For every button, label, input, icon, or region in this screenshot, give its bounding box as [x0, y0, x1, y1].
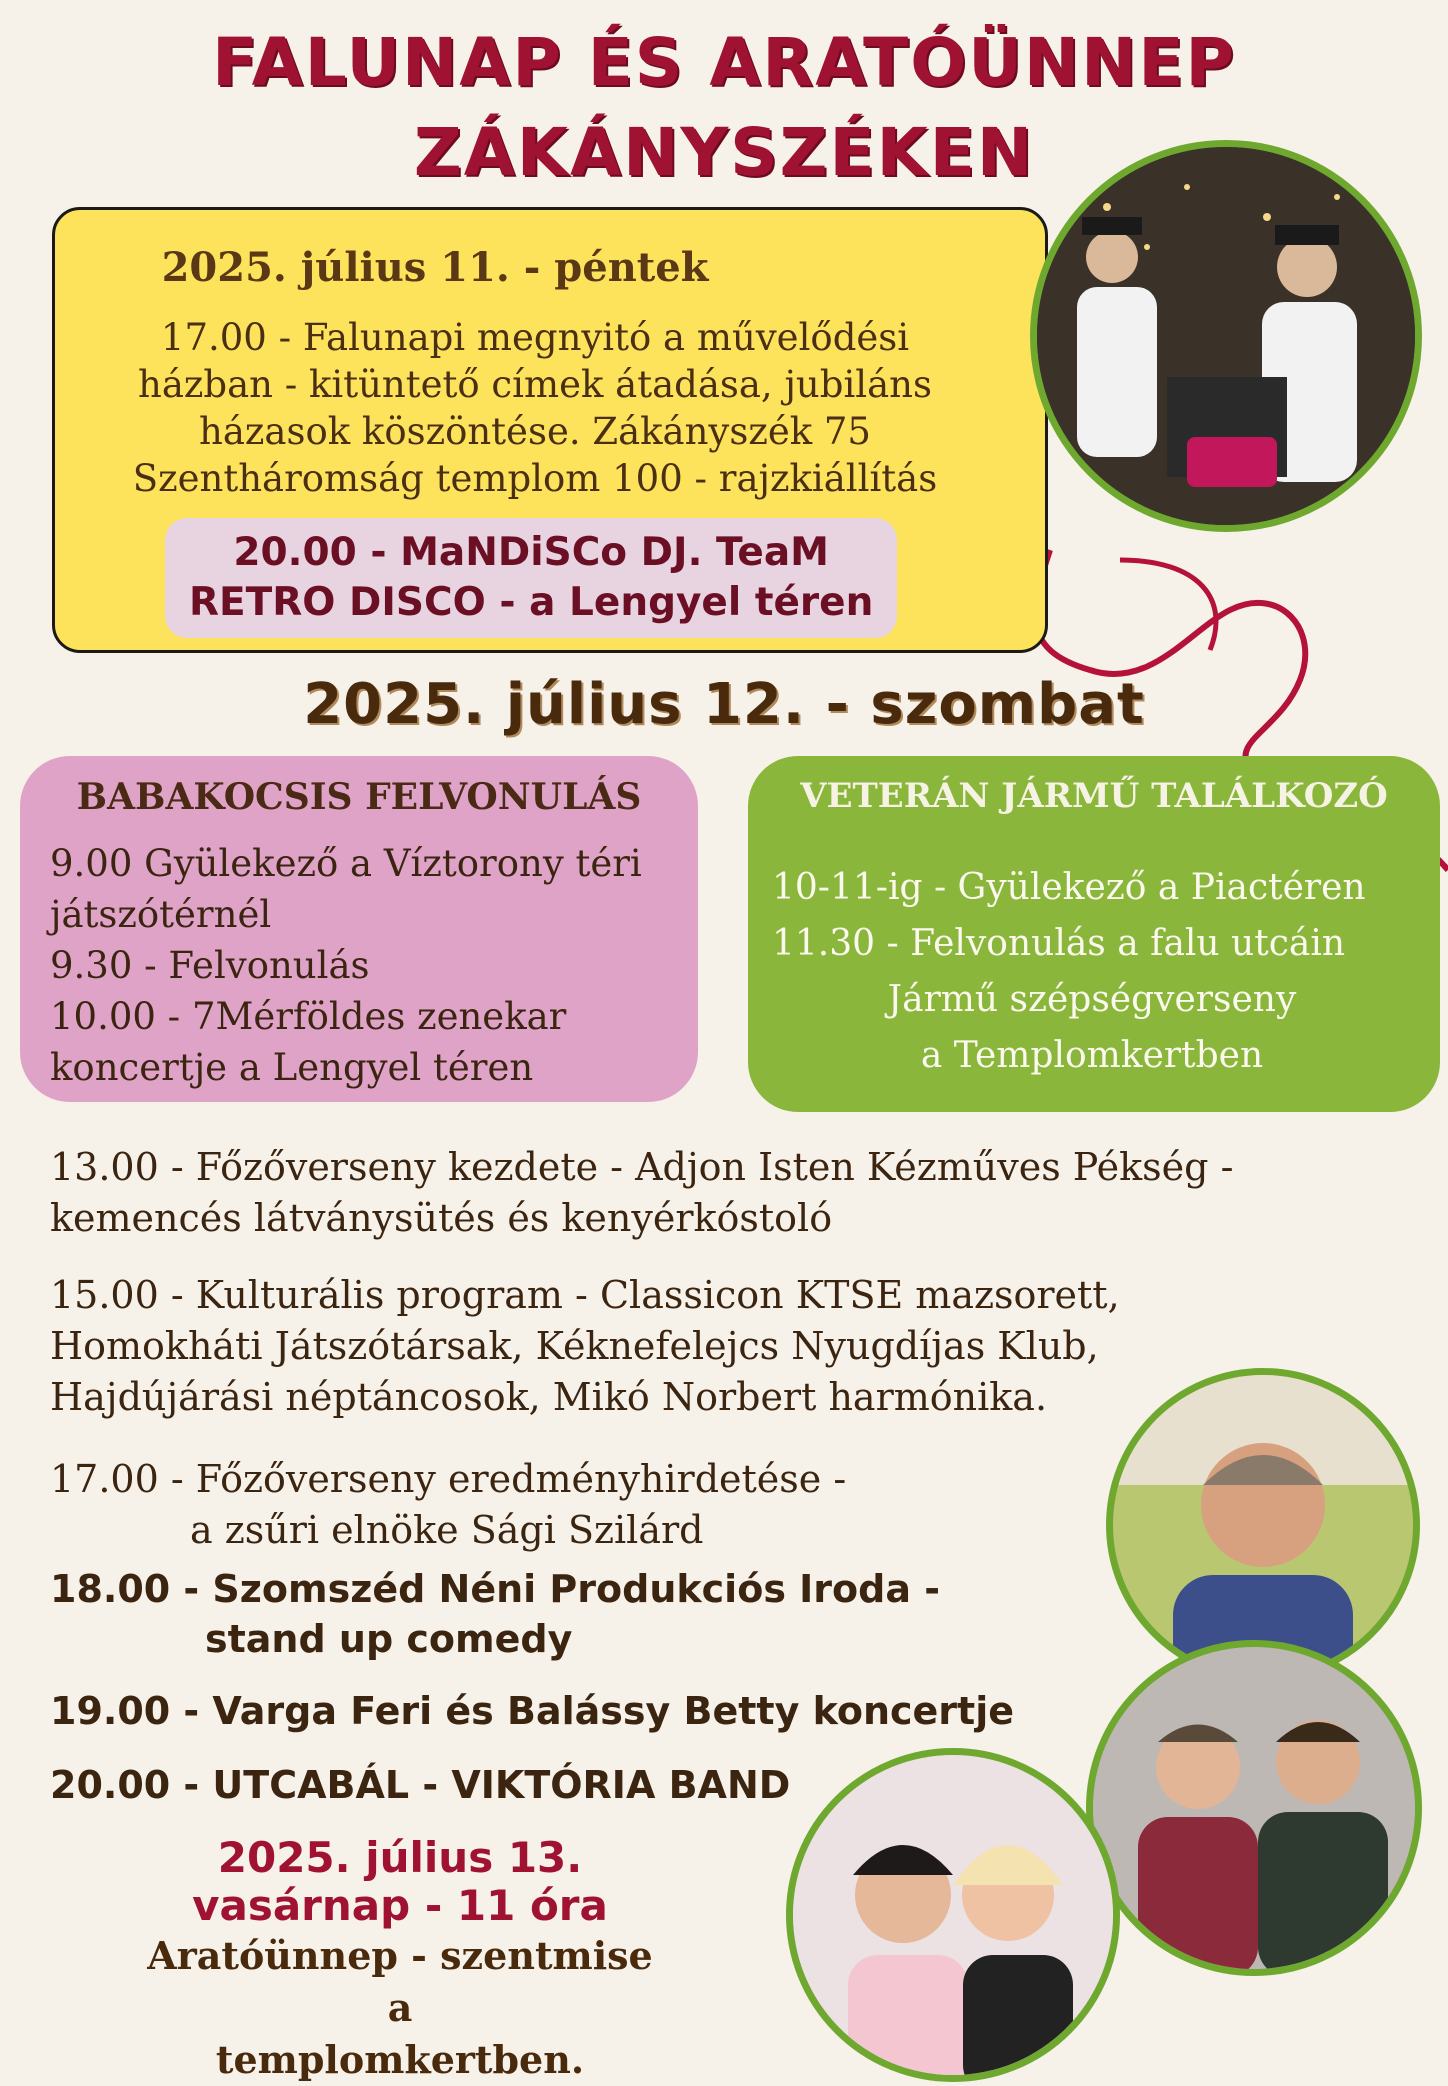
- program-item-bold: [50, 1686, 1014, 1736]
- program-line: 17.00 - Főzőverseny eredményhirdetése -: [50, 1457, 847, 1501]
- person-icon: [1113, 1375, 1413, 1675]
- pram-line: 9.30 - Felvonulás: [50, 944, 370, 987]
- program-item: [50, 1454, 846, 1556]
- veteran-line: 11.30 - Felvonulás a falu utcáin: [772, 923, 1346, 964]
- friday-date: 2025. július 11. - péntek: [161, 244, 709, 291]
- sunday-block: [140, 1834, 660, 2086]
- program-item: [50, 1142, 1233, 1244]
- program-line: 13.00 - Főzőverseny kezdete - Adjon Isten Kézműves Pékség -: [50, 1145, 1234, 1189]
- sunday-text: Aratóünnep - szentmise a: [147, 1933, 653, 2030]
- friday-box: [52, 207, 1048, 653]
- program-line: 15.00 - Kulturális program - Classicon KTSE mazsorett,: [50, 1273, 1120, 1317]
- pram-line: koncertje a Lengyel téren: [50, 1046, 534, 1089]
- page-title-line2: ZÁKÁNYSZÉKEN: [413, 114, 1035, 191]
- dj-team-photo: [1030, 140, 1422, 532]
- friday-line: Szentháromság templom 100 - rajzkiállítás: [132, 457, 938, 500]
- pram-parade-box: [20, 756, 698, 1102]
- disco-line1: 20.00 - MaNDiSCo DJ. TeaM: [233, 530, 829, 575]
- program-line: Hajdújárási néptáncosok, Mikó Norbert harmónika.: [50, 1375, 1048, 1419]
- program-line: stand up comedy: [205, 1617, 573, 1661]
- pram-line: 9.00 Gyülekező a Víztorony téri: [50, 842, 642, 885]
- disco-line2: RETRO DISCO - a Lengyel téren: [189, 580, 874, 625]
- friday-line: 17.00 - Falunapi megnyitó a művelődési: [160, 316, 910, 359]
- friday-text: [65, 314, 1005, 502]
- chef-photo: [1106, 1368, 1420, 1682]
- program-item-bold: [50, 1564, 940, 1664]
- comedy-duo-photo: [1086, 1640, 1422, 1976]
- veteran-vehicle-text: [772, 860, 1412, 1084]
- program-line: kemencés látványsütés és kenyérkóstoló: [50, 1196, 833, 1240]
- disco-badge: [165, 518, 897, 638]
- pram-parade-title: BABAKOCSIS FELVONULÁS: [76, 776, 642, 818]
- program-item: [50, 1270, 1120, 1423]
- saturday-date: 2025. július 12. - szombat: [303, 672, 1145, 737]
- two-singers-icon: [793, 1755, 1113, 2075]
- friday-line: házasok köszöntése. Zákányszék 75: [199, 410, 871, 453]
- veteran-line: a Templomkertben: [920, 1035, 1264, 1076]
- singers-photo: [786, 1748, 1120, 2082]
- program-line: 20.00 - UTCABÁL - VIKTÓRIA BAND: [50, 1763, 791, 1807]
- program-line: 19.00 - Varga Feri és Balássy Betty koncertje: [50, 1689, 1015, 1733]
- two-people-icon: [1093, 1647, 1415, 1969]
- program-line: a zsűri elnöke Sági Szilárd: [190, 1508, 704, 1552]
- pram-parade-text: [50, 838, 700, 1093]
- page-title-line1: FALUNAP ÉS ARATÓÜNNEP: [212, 24, 1236, 101]
- sunday-date: 2025. július 13.: [217, 1833, 583, 1882]
- veteran-line: 10-11-ig - Gyülekező a Piactéren: [772, 867, 1366, 908]
- veteran-vehicle-title: VETERÁN JÁRMŰ TALÁLKOZÓ: [800, 776, 1388, 816]
- sunday-text: templomkertben.: [215, 2037, 585, 2082]
- veteran-vehicle-box: [748, 756, 1440, 1112]
- veteran-line: Jármű szépségverseny: [887, 979, 1297, 1020]
- program-item-bold: [50, 1760, 790, 1810]
- program-line: 18.00 - Szomszéd Néni Produkciós Iroda -: [50, 1567, 940, 1611]
- pram-line: 10.00 - 7Mérföldes zenekar: [50, 995, 567, 1038]
- friday-line: házban - kitüntető címek átadása, jubiláns: [138, 363, 932, 406]
- pram-line: játszótérnél: [50, 893, 272, 936]
- program-line: Homokháti Játszótársak, Kéknefelejcs Nyugdíjas Klub,: [50, 1324, 1099, 1368]
- sunday-time: vasárnap - 11 óra: [192, 1881, 608, 1930]
- dj-silhouettes-icon: [1037, 147, 1415, 525]
